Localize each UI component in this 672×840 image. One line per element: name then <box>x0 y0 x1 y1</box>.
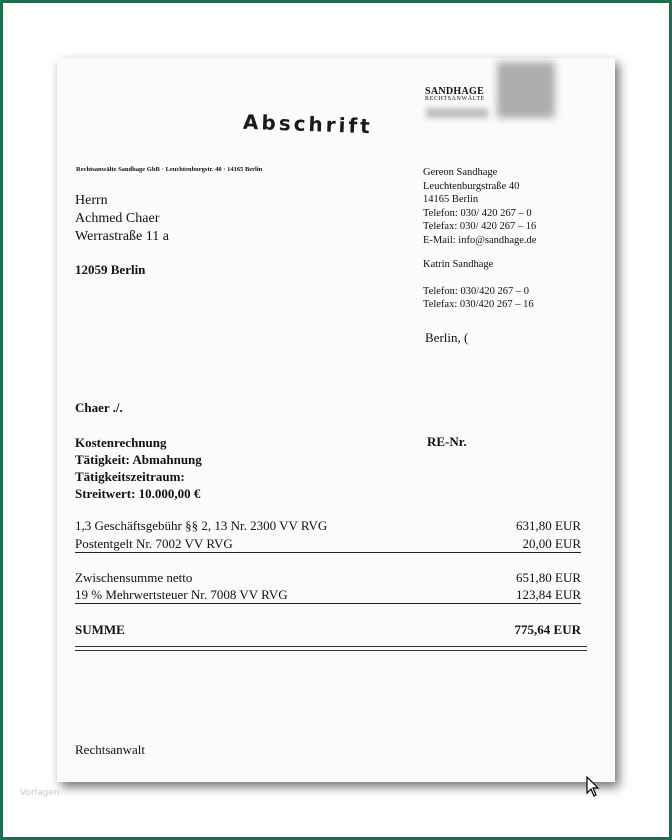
invoice-value: Streitwert: 10.000,00 € <box>75 486 201 501</box>
logo-text-blurred <box>426 108 488 118</box>
contact-phone-second: Telefon: 030/420 267 – 0 <box>423 285 529 297</box>
contact-fax-second: Telefax: 030/420 267 – 16 <box>423 299 534 310</box>
recipient-city: 12059 Berlin <box>75 262 146 277</box>
watermark-text: Vorlagen <box>20 788 60 798</box>
line-item-label: 1,3 Geschäftsgebühr §§ 2, 13 Nr. 2300 VV RVG <box>75 518 328 533</box>
total-label: SUMME <box>75 622 125 637</box>
contact-block-second <box>423 258 534 312</box>
invoice-activity: Tätigkeit: Abmahnung <box>75 452 202 467</box>
invoice-number-label: RE-Nr. <box>427 434 467 449</box>
logo-subtitle: RECHTSANWÄLTE <box>425 96 485 102</box>
contact-email: E-Mail: info@sandhage.de <box>423 234 537 246</box>
logo-name: SANDHAGE <box>425 86 485 97</box>
total-amount: 775,64 EUR <box>514 622 581 637</box>
total-double-rule <box>75 646 587 651</box>
recipient-address <box>75 192 169 246</box>
signature-line: Rechtsanwalt <box>75 742 146 757</box>
recipient-name: Achmed Chaer <box>75 211 160 226</box>
total-row <box>75 622 581 638</box>
contact-phone: Telefon: 030/ 420 267 – 0 <box>423 207 532 219</box>
contact-name: Gereon Sandhage <box>423 167 498 178</box>
line-item-amount: 631,80 EUR <box>516 518 581 533</box>
contact-city: 14165 Berlin <box>423 194 479 205</box>
document-page <box>57 58 615 782</box>
sender-line: Rechtsanwälte Sandhage GbR · Leuchtenburgstr. 40 · 14165 Berlin <box>76 166 263 173</box>
mouse-pointer-icon <box>586 776 600 798</box>
line-item <box>75 536 581 553</box>
line-item-label: Postentgelt Nr. 7002 VV RVG <box>75 536 233 551</box>
invoice-title: Kostenrechnung <box>75 435 167 450</box>
copy-stamp: Abschrift <box>242 109 374 139</box>
case-reference: Chaer ./. <box>75 400 123 415</box>
line-item <box>75 518 581 534</box>
contact-fax: Telefax: 030/ 420 267 – 16 <box>423 221 537 232</box>
letterhead-logo <box>425 86 485 102</box>
invoice-details <box>75 434 202 502</box>
line-item-amount: 20,00 EUR <box>522 536 581 551</box>
subtotal-label: Zwischensumme netto <box>75 570 193 585</box>
contact-name-second: Katrin Sandhage <box>423 259 494 270</box>
vat-label: 19 % Mehrwertsteuer Nr. 7008 VV RVG <box>75 587 288 602</box>
recipient-street: Werrastraße 11 a <box>75 229 169 244</box>
vat-row <box>75 587 581 604</box>
vat-amount: 123,84 EUR <box>516 587 581 602</box>
contact-block <box>423 166 536 247</box>
recipient-salutation: Herrn <box>75 193 108 208</box>
subtotal-amount: 651,80 EUR <box>516 570 581 585</box>
contact-street: Leuchtenburgstraße 40 <box>423 180 520 192</box>
subtotal-row <box>75 570 581 586</box>
logo-mark-blurred <box>497 62 555 118</box>
letter-date: Berlin, ( <box>425 330 469 345</box>
invoice-period: Tätigkeitszeitraum: <box>75 469 185 484</box>
